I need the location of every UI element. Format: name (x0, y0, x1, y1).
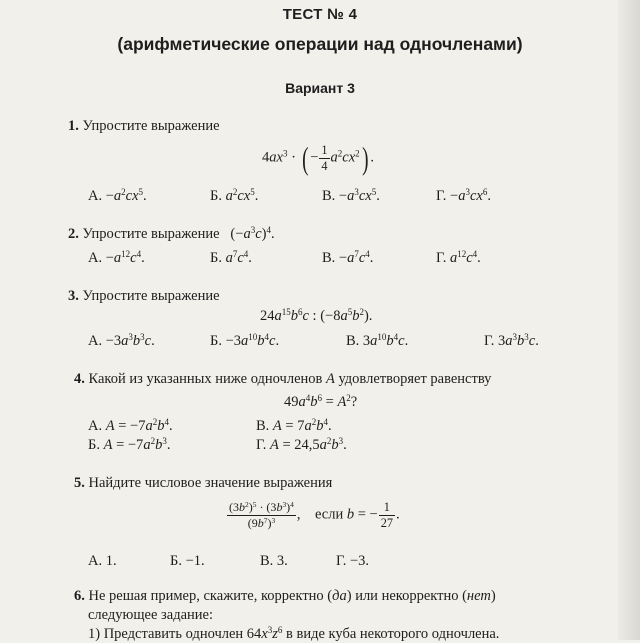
q5-expression: $\frac{(3b^2)^5 \cdot (3b^3)^4}{(9b^7)^3}$ , если b = − $\frac{1}{27}$ . (229, 500, 400, 530)
q5-prompt (74, 475, 332, 492)
q4-option-g[interactable]: Г. $A = 24,5a^2b^3$. (256, 436, 347, 453)
q4-option-b[interactable]: Б. $A = -7a^2b^3$. (88, 436, 171, 453)
q4-text-var: A (325, 371, 335, 387)
q5-option-v[interactable]: В. 3. (260, 553, 288, 569)
q4-option-a[interactable]: А. $A = -7a^2b^4$. (88, 417, 173, 434)
test-title: ТЕСТ № 4 (282, 6, 358, 23)
q3-text: Упростите выражение (82, 288, 220, 304)
q3-option-g[interactable]: Г. $3a^3b^3c$. (484, 332, 539, 349)
q1-expression: $4ax^3$ · ( − $\frac{1}{4}$ $a^2cx^2$) . (262, 140, 374, 176)
q2-option-a[interactable]: А. $-a^{12}c^4$. (88, 249, 145, 266)
q6-line2: следующее задание: (88, 607, 213, 623)
q6-number: 6. (74, 588, 85, 604)
q4-number: 4. (74, 371, 85, 387)
test-subtitle: (арифметические операции над одночленами) (117, 34, 523, 54)
q5-option-g[interactable]: Г. −3. (336, 553, 370, 569)
q5-text: Найдите числовое значение выражения (88, 475, 333, 491)
q2-expression: $(-a^3c)^4$. (230, 225, 275, 242)
q2-text: Упростите выражение (82, 226, 220, 242)
q2-option-b[interactable]: Б. $a^7c^4$. (210, 249, 252, 266)
q2-number: 2. (68, 226, 79, 242)
q1-option-a[interactable]: А. $-a^2cx^5$. (88, 187, 147, 204)
variant-label: Вариант 3 (285, 80, 355, 96)
q3-expression: $24a^{15}b^6c$ : $(-8a^5b^2)$. (260, 307, 373, 324)
q2-option-v[interactable]: В. $-a^7c^4$. (322, 249, 374, 266)
q5-option-a[interactable]: А. 1. (88, 553, 117, 569)
q2-prompt (68, 226, 275, 243)
q3-option-v[interactable]: В. $3a^{10}b^4c$. (346, 332, 409, 349)
q4-prompt (74, 371, 491, 388)
q2-option-g[interactable]: Г. $a^{12}c^4$. (436, 249, 481, 266)
q4-equation: $49a^4b^6 = A^2$? (284, 393, 358, 410)
q4-text-before: Какой из указанных ниже одночленов (88, 371, 323, 387)
q3-number: 3. (68, 288, 79, 304)
q6-prompt: 6. Не решая пример, скажите, корректно (да) или некорректно (нет) (74, 588, 496, 604)
q4-option-v[interactable]: В. $A = 7a^2b^4$. (256, 417, 332, 434)
q1-option-b[interactable]: Б. $a^2cx^5$. (210, 187, 259, 204)
q1-number: 1. (68, 118, 79, 134)
q3-option-b[interactable]: Б. $-3a^{10}b^4c$. (210, 332, 280, 349)
q1-option-v[interactable]: В. $-a^3cx^5$. (322, 187, 380, 204)
q6-subtask-1: 1) Представить одночлен $64x^3z^6$ в виде куба некоторого одночлена. (88, 625, 500, 642)
page-edge-shadow (618, 0, 640, 640)
q5-option-b[interactable]: Б. −1. (170, 553, 205, 569)
q5-number: 5. (74, 475, 85, 491)
q3-option-a[interactable]: А. $-3a^3b^3c$. (88, 332, 155, 349)
q3-prompt (68, 288, 220, 305)
q1-option-g[interactable]: Г. $-a^3cx^6$. (436, 187, 491, 204)
q1-prompt (68, 118, 220, 135)
q1-text: Упростите выражение (82, 118, 220, 134)
q4-text-after: удовлетворяет равенству (338, 371, 492, 387)
